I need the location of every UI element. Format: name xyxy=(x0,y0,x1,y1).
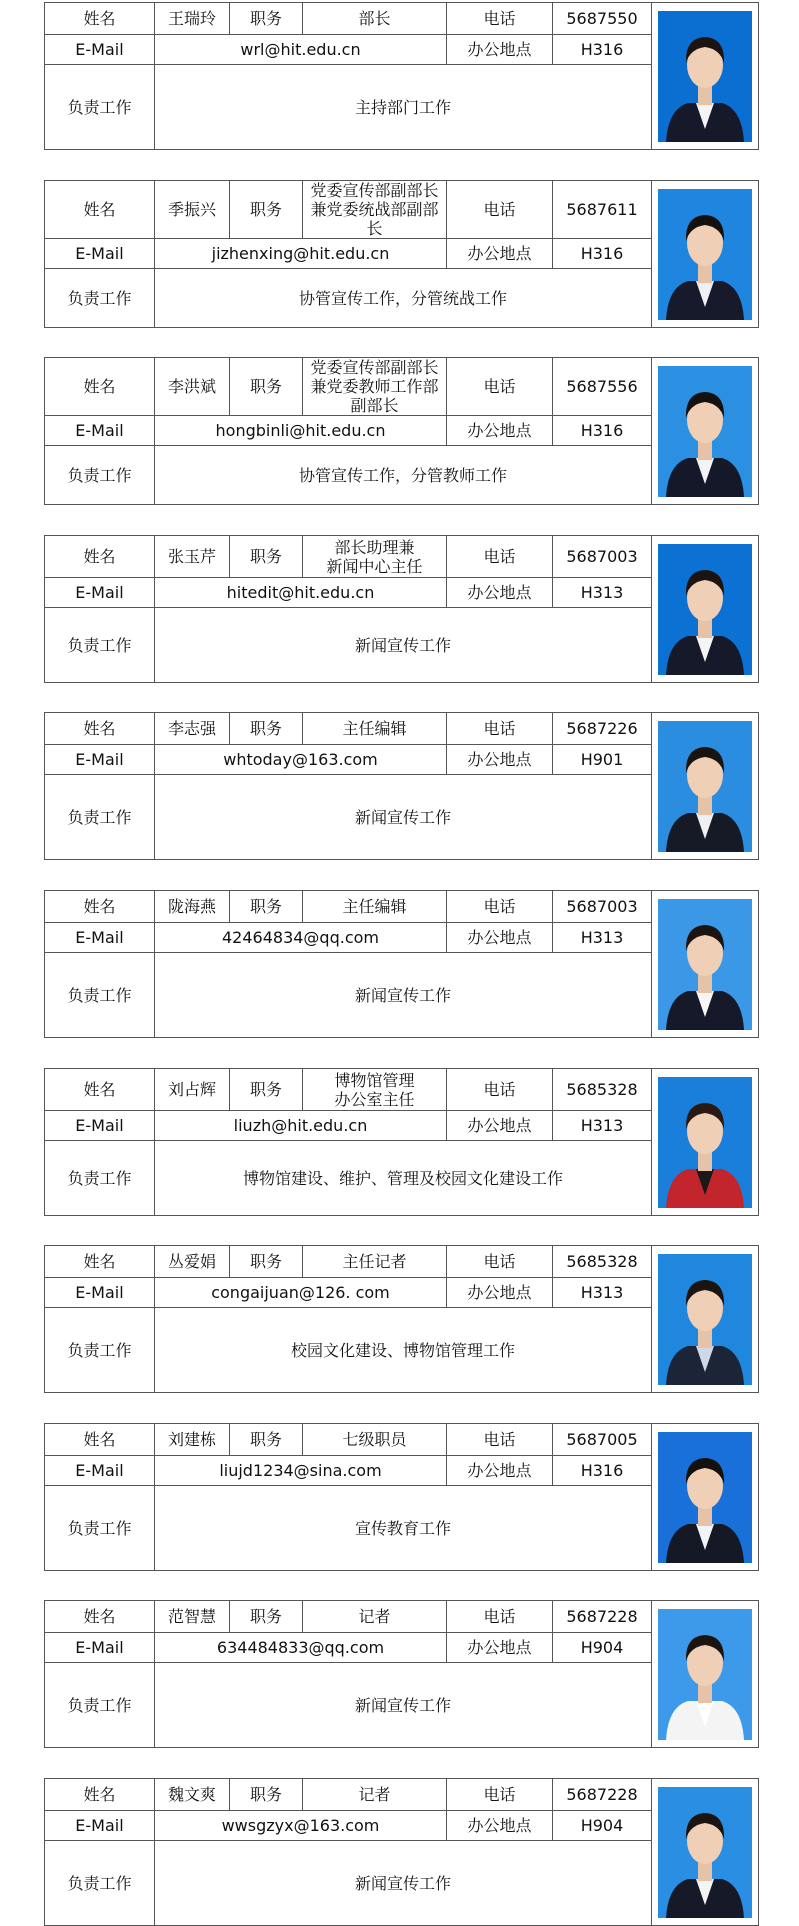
name-label: 姓名 xyxy=(45,1779,155,1811)
position-line: 记者 xyxy=(358,1785,391,1804)
photo-frame xyxy=(651,1068,759,1216)
phone-label: 电话 xyxy=(447,713,553,745)
email-value: hongbinli@hit.edu.cn xyxy=(155,416,447,446)
position-value xyxy=(303,1601,447,1633)
duty-label: 负责工作 xyxy=(45,269,155,328)
email-label: E-Mail xyxy=(45,923,155,953)
name-value: 季振兴 xyxy=(155,181,230,239)
portrait-photo xyxy=(658,1254,752,1385)
duty-label: 负责工作 xyxy=(45,1486,155,1571)
office-label: 办公地点 xyxy=(447,35,553,65)
name-label: 姓名 xyxy=(45,1601,155,1633)
email-value: whtoday@163.com xyxy=(155,745,447,775)
position-label: 职务 xyxy=(230,1246,303,1278)
photo-frame xyxy=(651,1423,759,1571)
position-value xyxy=(303,1779,447,1811)
staff-card xyxy=(44,2,759,150)
duty-value: 新闻宣传工作 xyxy=(155,775,652,860)
position-line: 新闻中心主任 xyxy=(326,556,423,576)
duty-value: 新闻宣传工作 xyxy=(155,1663,652,1748)
staff-card xyxy=(44,1778,759,1926)
position-value xyxy=(303,536,447,578)
position-line: 主任记者 xyxy=(342,1252,407,1271)
duty-label: 负责工作 xyxy=(45,608,155,683)
position-line: 部长助理兼 xyxy=(334,537,415,557)
staff-info-table xyxy=(44,180,652,328)
duty-value: 协管宣传工作，分管教师工作 xyxy=(155,446,652,505)
position-value xyxy=(303,181,447,239)
portrait-photo xyxy=(658,11,752,142)
position-label: 职务 xyxy=(230,181,303,239)
portrait-photo xyxy=(658,544,752,675)
staff-info-table xyxy=(44,1600,652,1748)
position-value xyxy=(303,1424,447,1456)
name-value: 王瑞玲 xyxy=(155,3,230,35)
phone-value: 5687550 xyxy=(553,3,652,35)
phone-label: 电话 xyxy=(447,1246,553,1278)
phone-label: 电话 xyxy=(447,1069,553,1111)
phone-label: 电话 xyxy=(447,1779,553,1811)
name-label: 姓名 xyxy=(45,536,155,578)
phone-value: 5685328 xyxy=(553,1069,652,1111)
email-label: E-Mail xyxy=(45,1111,155,1141)
staff-info-table xyxy=(44,535,652,683)
phone-value: 5687556 xyxy=(553,358,652,416)
name-value: 张玉芹 xyxy=(155,536,230,578)
email-label: E-Mail xyxy=(45,1278,155,1308)
position-value xyxy=(303,3,447,35)
staff-card xyxy=(44,1423,759,1571)
staff-card xyxy=(44,1068,759,1216)
position-value xyxy=(303,1069,447,1111)
office-value: H901 xyxy=(553,745,652,775)
position-line: 兼党委教师工作部副部长 xyxy=(310,377,439,415)
duty-value: 协管宣传工作，分管统战工作 xyxy=(155,269,652,328)
duty-value: 主持部门工作 xyxy=(155,65,652,150)
staff-card xyxy=(44,535,759,683)
phone-value: 5687228 xyxy=(553,1601,652,1633)
staff-info-table xyxy=(44,2,652,150)
office-value: H904 xyxy=(553,1811,652,1841)
position-value xyxy=(303,891,447,923)
email-label: E-Mail xyxy=(45,416,155,446)
name-label: 姓名 xyxy=(45,1424,155,1456)
phone-label: 电话 xyxy=(447,536,553,578)
staff-card xyxy=(44,712,759,860)
name-label: 姓名 xyxy=(45,3,155,35)
phone-value: 5687003 xyxy=(553,536,652,578)
email-value: 42464834@qq.com xyxy=(155,923,447,953)
duty-value: 新闻宣传工作 xyxy=(155,953,652,1038)
email-label: E-Mail xyxy=(45,239,155,269)
phone-value: 5687003 xyxy=(553,891,652,923)
email-label: E-Mail xyxy=(45,1811,155,1841)
email-value: wrl@hit.edu.cn xyxy=(155,35,447,65)
phone-label: 电话 xyxy=(447,358,553,416)
office-value: H313 xyxy=(553,1111,652,1141)
staff-info-table xyxy=(44,1068,652,1216)
position-line: 兼党委统战部副部长 xyxy=(310,200,439,238)
position-value xyxy=(303,1246,447,1278)
office-label: 办公地点 xyxy=(447,923,553,953)
email-label: E-Mail xyxy=(45,1633,155,1663)
photo-frame xyxy=(651,1245,759,1393)
staff-card xyxy=(44,1600,759,1748)
position-line: 记者 xyxy=(358,1607,391,1626)
position-line: 办公室主任 xyxy=(334,1089,415,1109)
duty-value: 宣传教育工作 xyxy=(155,1486,652,1571)
office-label: 办公地点 xyxy=(447,1278,553,1308)
position-label: 职务 xyxy=(230,358,303,416)
portrait-photo xyxy=(658,899,752,1030)
email-value: hitedit@hit.edu.cn xyxy=(155,578,447,608)
staff-card xyxy=(44,890,759,1038)
portrait-photo xyxy=(658,189,752,320)
office-value: H313 xyxy=(553,578,652,608)
staff-card xyxy=(44,357,759,505)
staff-info-table xyxy=(44,1245,652,1393)
portrait-photo xyxy=(658,1787,752,1918)
phone-label: 电话 xyxy=(447,1424,553,1456)
email-value: congaijuan@126. com xyxy=(155,1278,447,1308)
phone-label: 电话 xyxy=(447,891,553,923)
name-value: 李洪斌 xyxy=(155,358,230,416)
name-value: 刘建栋 xyxy=(155,1424,230,1456)
email-label: E-Mail xyxy=(45,35,155,65)
staff-info-table xyxy=(44,357,652,505)
duty-value: 博物馆建设、维护、管理及校园文化建设工作 xyxy=(155,1141,652,1216)
phone-value: 5687228 xyxy=(553,1779,652,1811)
duty-label: 负责工作 xyxy=(45,65,155,150)
position-label: 职务 xyxy=(230,1069,303,1111)
duty-label: 负责工作 xyxy=(45,1663,155,1748)
position-line: 主任编辑 xyxy=(342,719,407,738)
duty-label: 负责工作 xyxy=(45,1841,155,1926)
duty-value: 新闻宣传工作 xyxy=(155,608,652,683)
position-line: 党委宣传部副部长 xyxy=(310,181,439,200)
duty-label: 负责工作 xyxy=(45,446,155,505)
office-value: H904 xyxy=(553,1633,652,1663)
name-label: 姓名 xyxy=(45,891,155,923)
email-value: 634484833@qq.com xyxy=(155,1633,447,1663)
position-line: 博物馆管理 xyxy=(334,1070,415,1090)
name-value: 陇海燕 xyxy=(155,891,230,923)
portrait-photo xyxy=(658,1609,752,1740)
name-label: 姓名 xyxy=(45,1246,155,1278)
photo-frame xyxy=(651,535,759,683)
office-value: H316 xyxy=(553,35,652,65)
office-label: 办公地点 xyxy=(447,1111,553,1141)
duty-label: 负责工作 xyxy=(45,953,155,1038)
email-label: E-Mail xyxy=(45,1456,155,1486)
photo-frame xyxy=(651,2,759,150)
email-label: E-Mail xyxy=(45,745,155,775)
name-value: 魏文爽 xyxy=(155,1779,230,1811)
name-label: 姓名 xyxy=(45,1069,155,1111)
photo-frame xyxy=(651,712,759,860)
duty-label: 负责工作 xyxy=(45,775,155,860)
position-label: 职务 xyxy=(230,1601,303,1633)
office-value: H316 xyxy=(553,1456,652,1486)
office-value: H316 xyxy=(553,416,652,446)
office-label: 办公地点 xyxy=(447,578,553,608)
photo-frame xyxy=(651,1778,759,1926)
position-label: 职务 xyxy=(230,1424,303,1456)
email-value: jizhenxing@hit.edu.cn xyxy=(155,239,447,269)
phone-value: 5687226 xyxy=(553,713,652,745)
phone-label: 电话 xyxy=(447,3,553,35)
name-value: 范智慧 xyxy=(155,1601,230,1633)
portrait-photo xyxy=(658,1077,752,1208)
office-label: 办公地点 xyxy=(447,1456,553,1486)
name-label: 姓名 xyxy=(45,358,155,416)
office-label: 办公地点 xyxy=(447,1633,553,1663)
office-label: 办公地点 xyxy=(447,1811,553,1841)
position-label: 职务 xyxy=(230,891,303,923)
photo-frame xyxy=(651,180,759,328)
position-label: 职务 xyxy=(230,1779,303,1811)
staff-info-table xyxy=(44,1778,652,1926)
phone-value: 5687005 xyxy=(553,1424,652,1456)
portrait-photo xyxy=(658,1432,752,1563)
phone-label: 电话 xyxy=(447,181,553,239)
email-value: wwsgzyx@163.com xyxy=(155,1811,447,1841)
office-value: H313 xyxy=(553,1278,652,1308)
staff-info-table xyxy=(44,712,652,860)
office-label: 办公地点 xyxy=(447,239,553,269)
position-line: 部长 xyxy=(358,9,391,28)
name-value: 刘占辉 xyxy=(155,1069,230,1111)
position-label: 职务 xyxy=(230,3,303,35)
staff-info-table xyxy=(44,890,652,1038)
office-label: 办公地点 xyxy=(447,416,553,446)
portrait-photo xyxy=(658,366,752,497)
photo-frame xyxy=(651,1600,759,1748)
duty-value: 校园文化建设、博物馆管理工作 xyxy=(155,1308,652,1393)
photo-frame xyxy=(651,890,759,1038)
position-label: 职务 xyxy=(230,536,303,578)
name-value: 丛爱娟 xyxy=(155,1246,230,1278)
photo-frame xyxy=(651,357,759,505)
duty-value: 新闻宣传工作 xyxy=(155,1841,652,1926)
position-line: 主任编辑 xyxy=(342,897,407,916)
phone-label: 电话 xyxy=(447,1601,553,1633)
position-line: 七级职员 xyxy=(342,1430,407,1449)
duty-label: 负责工作 xyxy=(45,1308,155,1393)
phone-value: 5685328 xyxy=(553,1246,652,1278)
duty-label: 负责工作 xyxy=(45,1141,155,1216)
email-value: liujd1234@sina.com xyxy=(155,1456,447,1486)
name-value: 李志强 xyxy=(155,713,230,745)
portrait-photo xyxy=(658,721,752,852)
phone-value: 5687611 xyxy=(553,181,652,239)
office-value: H316 xyxy=(553,239,652,269)
position-value xyxy=(303,713,447,745)
position-label: 职务 xyxy=(230,713,303,745)
staff-card xyxy=(44,1245,759,1393)
email-label: E-Mail xyxy=(45,578,155,608)
position-value xyxy=(303,358,447,416)
name-label: 姓名 xyxy=(45,181,155,239)
staff-info-table xyxy=(44,1423,652,1571)
email-value: liuzh@hit.edu.cn xyxy=(155,1111,447,1141)
staff-card xyxy=(44,180,759,328)
office-label: 办公地点 xyxy=(447,745,553,775)
office-value: H313 xyxy=(553,923,652,953)
position-line: 党委宣传部副部长 xyxy=(310,358,439,377)
name-label: 姓名 xyxy=(45,713,155,745)
